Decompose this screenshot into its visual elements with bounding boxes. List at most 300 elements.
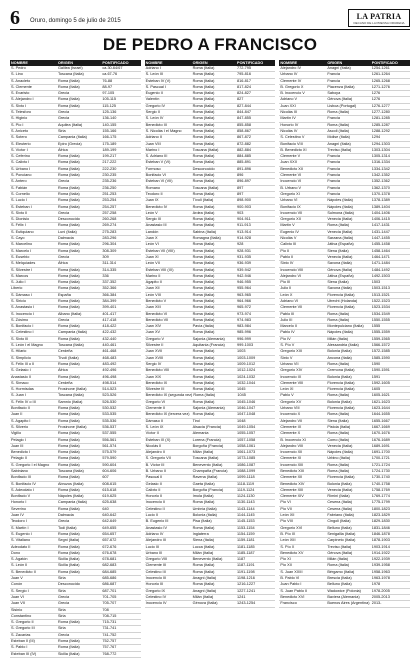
pope-origin: Roma (Italia) <box>192 78 215 83</box>
column-header: NOMBRE <box>145 61 163 65</box>
pope-name: B. Inocencio V <box>280 91 305 96</box>
pope-origin: Francia <box>327 185 340 190</box>
pope-name: S. Eleuterio <box>11 141 31 146</box>
pope-pontificate: 964-966 <box>237 298 251 303</box>
pope-pontificate: 1144-1145 <box>237 513 255 518</box>
pope-origin: Treviso (Italia) <box>327 147 352 152</box>
pope-name: Bonifacio III <box>11 475 31 480</box>
pope-name: Gregorio XIII <box>280 349 302 354</box>
pope-pontificate: 1241 <box>237 594 246 599</box>
pope-origin: Roma (Italia) <box>57 569 80 574</box>
pope-name: Celestino III <box>145 569 166 574</box>
pope-pontificate: 1271-1276 <box>371 84 390 89</box>
pope-origin: Roma (Italia) <box>57 639 80 644</box>
pope-origin: Roma (Italia) <box>57 154 80 159</box>
pope-origin: Roma (Italia) <box>192 223 215 228</box>
pope-name: Inocencio IV <box>145 601 167 606</box>
pope-name: Eugenio IV <box>280 229 299 234</box>
pope-name: S. Agapito I <box>11 418 31 423</box>
pope-name: S. Melquíades <box>11 261 36 266</box>
pope-pontificate: 253-254 <box>102 198 117 203</box>
pope-pontificate: 590-604 <box>102 462 117 467</box>
pope-origin: Játiva (España) <box>327 242 354 247</box>
pope-name: S. Anastasio I <box>11 305 35 310</box>
pope-pontificate: 432-440 <box>102 336 117 341</box>
pope-pontificate: 858-867 <box>237 128 251 133</box>
pope-pontificate: 1878-1903 <box>371 538 390 543</box>
pope-pontificate: 684-685 <box>102 569 117 574</box>
pope-origin: España <box>57 292 71 297</box>
pope-pontificate: 913-914 <box>237 229 251 234</box>
pope-origin: Milán (Italia) <box>327 557 348 562</box>
pope-pontificate: 824-827 <box>237 91 251 96</box>
pope-origin: Lucca (Italia) <box>192 544 215 549</box>
pope-name: Gregorio VIII <box>145 557 168 562</box>
pope-pontificate: 1187 <box>237 557 246 562</box>
pope-origin: África <box>57 147 68 152</box>
pope-pontificate: 1288-1292 <box>371 128 390 133</box>
pope-name: Clemente VIII <box>280 380 304 385</box>
pope-pontificate: 140-155 <box>102 122 117 127</box>
pope-origin: Anagni (Italia) <box>327 141 351 146</box>
pope-pontificate: 1045 <box>237 393 246 398</box>
pope-pontificate: 1644-1655 <box>371 412 390 417</box>
pope-name: Juan Pablo I <box>280 582 302 587</box>
pope-origin: Roma (Italia) <box>192 387 215 392</box>
pope-pontificate: 1823-1829 <box>371 513 390 518</box>
pope-name: Inocencio IX <box>280 374 302 379</box>
pope-pontificate: 607 <box>102 475 109 480</box>
pope-pontificate: 1045 <box>237 387 246 392</box>
pope-origin: Fabriano (Italia) <box>327 513 354 518</box>
pope-pontificate: 1049-1054 <box>237 424 256 429</box>
column-header: PONTIFICADO <box>237 61 264 65</box>
pope-origin: Bolonia (Italia) <box>327 349 352 354</box>
pope-pontificate: 1118-1119 <box>237 481 255 486</box>
pope-origin: Roma (Italia) <box>57 78 80 83</box>
pope-name: S. Pedro <box>11 66 26 70</box>
pope-pontificate: 257-258 <box>102 210 117 215</box>
pope-pontificate: 1447-1455 <box>371 236 390 241</box>
pope-pontificate: 155-166 <box>102 128 117 133</box>
pope-pontificate: ca.67-76 <box>102 72 118 77</box>
pope-origin: Siria <box>57 626 66 631</box>
pope-name: S. Higinio <box>11 116 28 121</box>
pope-origin: Roma (Italia) <box>192 525 215 530</box>
pope-origin: Ascoli (Italia) <box>327 128 350 133</box>
pope-origin: Roma (Italia) <box>57 103 80 108</box>
pope-origin: Roma (Italia) <box>192 267 215 272</box>
pope-origin: Roma (Italia) <box>57 185 80 190</box>
pope-pontificate: 1555 <box>371 324 381 329</box>
pope-pontificate: 1294 <box>371 135 381 140</box>
pope-name: S. Adriano III <box>145 154 168 159</box>
pope-name: Inocencio VI <box>280 179 302 184</box>
pope-pontificate: 2005-2013 <box>371 594 390 599</box>
pope-name: Eugenio II <box>145 91 163 96</box>
pope-pontificate: 1145-1153 <box>237 519 255 524</box>
pope-pontificate: 399-401 <box>102 305 117 310</box>
pope-pontificate: 1243-1254 <box>237 601 256 606</box>
pope-pontificate: 752-757 <box>102 639 117 644</box>
table-column-2 <box>145 60 276 606</box>
pope-origin: Alessandria (Italia) <box>327 343 359 348</box>
pope-pontificate: 965-972 <box>237 305 251 310</box>
pope-pontificate: 1700-1721 <box>371 456 390 461</box>
pope-name: S. Zacarías <box>11 632 31 637</box>
pope-pontificate: 230-235 <box>102 173 117 178</box>
pope-pontificate: 911-913 <box>237 223 251 228</box>
pope-origin: Roma (Italia) <box>57 173 80 178</box>
pope-origin: Roma (Italia) <box>57 412 80 417</box>
pope-origin: Utrecht (Holanda) <box>327 298 358 303</box>
pope-name: Celestino II <box>145 506 165 511</box>
pope-pontificate: 1978-2005 <box>371 588 390 593</box>
pope-origin: Montepulciano (Italia) <box>327 324 364 329</box>
pope-origin: Roma (Italia) <box>327 563 350 568</box>
pope-name: Anastasio II <box>11 374 31 379</box>
pope-name: Gregorio XI <box>280 191 300 196</box>
pope-pontificate: 898-900 <box>237 198 251 203</box>
pope-pontificate: 1667-1669 <box>371 424 390 429</box>
pope-name: Honorio I <box>11 500 27 505</box>
pope-pontificate: 115-125 <box>102 103 117 108</box>
pope-pontificate: 523-526 <box>102 393 117 398</box>
pope-name: S. Ponciano <box>11 173 32 178</box>
pope-origin: Ancona (Italia) <box>327 355 352 360</box>
pope-origin: Roma (Italia) <box>192 191 215 196</box>
pope-pontificate: 1048 <box>237 418 246 423</box>
pope-origin: Milán (Italia) <box>192 550 214 555</box>
pope-pontificate: 2013- <box>371 601 382 606</box>
table-column-1 <box>10 60 141 656</box>
pope-name: B. Pablo VI <box>280 576 300 581</box>
pope-name: B. Inocencio XI <box>280 437 306 442</box>
pope-origin: Roma (Italia) <box>192 72 215 77</box>
pope-origin: Roma (Italia) <box>57 160 80 165</box>
pope-origin: Roma (Italia) <box>57 431 80 436</box>
pope-name: Benedicto III <box>145 122 167 127</box>
pope-name: Urbano VII <box>280 361 299 366</box>
pope-pontificate: 1281-1285 <box>371 116 390 121</box>
pope-origin: Francia <box>327 116 340 121</box>
pope-origin: Roma (Italia) <box>327 361 350 366</box>
pope-origin: Roma (Italia) <box>192 368 215 373</box>
pope-name: Benedicto XII <box>280 166 303 171</box>
pope-pontificate: 936-939 <box>237 261 251 266</box>
pope-origin: Francia <box>327 173 340 178</box>
pope-origin: Roma (Italia) <box>192 380 215 385</box>
pope-name: Juan X <box>145 236 158 241</box>
pope-name: S. Zósimo <box>11 317 29 322</box>
pope-pontificate: 556-561 <box>102 437 117 442</box>
pope-name: S. Marcelo I <box>11 248 32 253</box>
pope-pontificate: 1605-1621 <box>371 393 390 398</box>
pope-name: Honorio III <box>145 582 164 587</box>
pope-origin: África <box>57 261 68 266</box>
pope-origin: Alsacia (Francia) <box>192 424 222 429</box>
pope-origin: Roma (Italia) <box>57 267 80 272</box>
pope-origin: Roma (Italia) <box>57 198 80 203</box>
pope-name: Urbano VIII <box>280 406 300 411</box>
pope-pontificate: 914-928 <box>237 236 251 241</box>
pope-name: Benedicto I <box>11 450 30 455</box>
pope-origin: Roma (Italia) <box>192 280 215 285</box>
pope-origin: Roma (Italia) <box>192 292 215 297</box>
pope-name: Anastasio III <box>145 223 167 228</box>
pope-name: Gregorio XVI <box>280 525 303 530</box>
pope-name: Pío XI <box>280 557 291 562</box>
pope-pontificate: 640-642 <box>102 513 117 518</box>
pope-name: S. Benedicto II <box>11 569 36 574</box>
column-header: NOMBRE <box>280 61 298 65</box>
pope-name: S. Urbano I <box>11 166 31 171</box>
pope-origin: Venecia (Italia) <box>327 443 353 448</box>
pope-name: Juan XXII <box>280 160 297 165</box>
pope-name: León XII <box>280 513 295 518</box>
pope-origin: Cesena (Italia) <box>327 506 353 511</box>
pope-name: Nicolás II <box>145 443 162 448</box>
pope-origin: Desconocido <box>192 166 215 171</box>
pope-pontificate: 260-268 <box>102 217 117 222</box>
pope-pontificate: 882-884 <box>237 147 251 152</box>
pope-pontificate: 896-897 <box>237 179 251 184</box>
pope-name: Honorio IV <box>280 122 299 127</box>
pope-origin: Roma (Italia) <box>57 166 80 171</box>
pope-origin: Roma (Italia) <box>327 393 350 398</box>
pope-name: Esteban II (III) <box>11 639 35 644</box>
pope-origin: Toscana (Italia) <box>192 185 219 190</box>
pope-origin: Romagna (Italia) <box>192 236 221 241</box>
pope-name: Marcelo II <box>280 324 298 329</box>
pope-origin: Cerdeña <box>57 380 73 385</box>
column-header: ORIGEN <box>327 61 343 65</box>
pope-origin: Sajonia (Alemania) <box>192 336 225 341</box>
pope-pontificate: 76-88 <box>102 78 113 83</box>
pope-name: S. Alejandro I <box>11 97 34 102</box>
pope-pontificate: 1534-1549 <box>371 311 390 316</box>
pope-name: Benedicto XV <box>280 550 304 555</box>
pope-origin: Roma (Italia) <box>57 544 80 549</box>
pope-pontificate: 946-955 <box>237 280 251 285</box>
pope-name: Teodoro II <box>145 191 163 196</box>
pope-origin: Ravena (Italia) <box>192 475 218 480</box>
pope-origin: Florencia (Italia) <box>327 292 355 297</box>
pope-origin: Borgoña (Francia) <box>192 443 224 448</box>
pope-name: Valentín <box>145 97 160 102</box>
pope-pontificate: 1829-1830 <box>371 519 390 524</box>
pope-pontificate: 1352-1362 <box>371 179 390 184</box>
pope-pontificate: 676-678 <box>102 550 117 555</box>
pope-name: S. Gregorio VII <box>145 456 171 461</box>
pope-pontificate: 1585-1590 <box>371 355 390 360</box>
pope-pontificate: ca.30-64/67 <box>102 66 123 70</box>
pope-origin: Imola (Italia) <box>192 494 214 499</box>
pope-origin: Gaeta (Italia) <box>192 481 215 486</box>
pope-origin: Bolonia (Italia) <box>327 399 352 404</box>
pope-origin: Roma (Italia) <box>57 97 80 102</box>
pope-origin: Florencia (Italia) <box>327 387 355 392</box>
pope-name: León XI <box>280 387 294 392</box>
pope-pontificate: 1143-1144 <box>237 506 255 511</box>
pope-pontificate: 461-468 <box>102 349 117 354</box>
pope-name: S. Símaco <box>11 380 29 385</box>
pope-name: Alejandro VII <box>280 418 303 423</box>
pope-origin: Roma (Italia) <box>192 286 215 291</box>
pope-pontificate: 795-816 <box>237 72 251 77</box>
pope-name: S. Pascual I <box>145 84 166 89</box>
pope-name: Inocencio III <box>145 576 167 581</box>
pope-pontificate: 654-657 <box>102 531 117 536</box>
pope-name: S. Pío I <box>11 122 24 127</box>
pope-name: Bonifacio VI <box>145 173 166 178</box>
pope-pontificate: 985-996 <box>237 330 251 335</box>
pope-origin: Molise (Italia) <box>327 135 350 140</box>
pope-pontificate: 535-536 <box>102 418 117 423</box>
pope-origin: Roma (Italia) <box>57 361 80 366</box>
pope-origin: Grecia <box>57 519 70 524</box>
pope-name: B. Gregorio X <box>280 84 304 89</box>
pope-name: Clemente XIV <box>280 494 304 499</box>
pope-pontificate: 983-984 <box>237 324 251 329</box>
pope-origin: Roma (Italia) <box>57 443 80 448</box>
pope-name: B. Urbano II <box>145 469 166 473</box>
pope-name: Juan II <box>11 412 23 417</box>
pope-pontificate: 1523-1534 <box>371 305 390 310</box>
pope-pontificate: 1605 <box>371 387 381 392</box>
pope-name: Julio III <box>280 317 293 322</box>
pope-pontificate: 526-530 <box>102 399 117 404</box>
pope-origin: Piacenza (Italia) <box>327 84 355 89</box>
pope-name: Romano <box>145 185 161 190</box>
pope-origin: Roma (Italia) <box>192 97 215 102</box>
pope-pontificate: 1730-1740 <box>371 475 390 480</box>
pope-origin: África <box>57 368 68 373</box>
pope-name: Constantino <box>11 613 32 618</box>
pope-name: S. Lucio I <box>11 198 27 203</box>
pope-origin: Roma (Italia) <box>192 122 215 127</box>
pope-name: Pío II <box>280 248 290 253</box>
pope-pontificate: 1903-1914 <box>371 544 390 549</box>
pope-origin: Roma (Italia) <box>57 487 80 492</box>
pope-name: León XIII <box>280 538 296 543</box>
pope-name: S. León III <box>145 72 163 77</box>
pope-origin: Como (Italia) <box>327 437 350 442</box>
pope-pontificate: 1227-1241 <box>237 588 256 593</box>
pope-origin: Roma (Italia) <box>192 563 215 568</box>
pope-origin: Roma (Italia) <box>57 645 80 650</box>
pope-pontificate: 1181-1185 <box>237 544 255 549</box>
pope-name: B. Urbano V <box>280 185 302 190</box>
pope-origin: Roma (Italia) <box>192 128 215 133</box>
pope-name: Inocencio XII <box>280 450 303 455</box>
pope-pontificate: 1458-1464 <box>371 248 390 253</box>
pope-origin: Grecia <box>57 317 70 322</box>
pope-name: Clemente XII <box>280 475 303 480</box>
pope-origin: Tívoli (Italia) <box>57 355 79 360</box>
pope-pontificate: 682-683 <box>102 563 117 568</box>
pope-origin: Abruzos (Italia) <box>57 481 84 486</box>
pope-origin: Roma (Italia) <box>192 173 215 178</box>
pope-name: Benedicto VIII <box>145 368 170 373</box>
pope-origin: Sicilia (Italia) <box>57 557 80 562</box>
pope-name: Vigilio <box>11 431 22 436</box>
pope-name: Benedicto IX (segunda vez) <box>145 393 193 398</box>
pope-pontificate: 1088-1099 <box>237 469 256 473</box>
pope-name: Esteban IV (V) <box>145 78 171 83</box>
pope-origin: Sulmona (Italia) <box>327 210 354 215</box>
pope-pontificate: 1191-1198 <box>237 569 255 574</box>
pope-name: Adriano I <box>145 66 161 70</box>
pope-pontificate: 672-676 <box>102 544 117 549</box>
pope-name: S. Eutiquiano <box>11 229 34 234</box>
pope-origin: Roma (Italia) <box>57 191 80 196</box>
pope-pontificate: 1086-1087 <box>237 462 256 467</box>
pope-origin: Milán (Italia) <box>327 336 348 341</box>
pope-pontificate: 619-625 <box>102 494 117 499</box>
pope-origin: Belluno (Italia) <box>327 582 352 587</box>
pope-origin: Bolonia (Italia) <box>327 374 352 379</box>
pope-pontificate: 1800-1823 <box>371 506 390 511</box>
pope-pontificate: 701-705 <box>102 594 117 599</box>
pope-origin: Nápoles (Italia) <box>57 494 84 499</box>
pope-name: Juan IV <box>11 513 24 518</box>
pope-origin: Benevento (Italia) <box>192 557 223 562</box>
pope-origin: Baviera (Alemania) <box>327 594 360 599</box>
pope-pontificate: 867-872 <box>237 135 251 140</box>
pope-pontificate: 1691-1700 <box>371 450 390 455</box>
pope-pontificate: 1198-1216 <box>237 576 255 581</box>
page-number: 6 <box>10 7 20 29</box>
pope-name: S. Cornelio <box>11 191 30 196</box>
pope-origin: Roma (Italia) <box>193 393 216 398</box>
pope-origin: Roma (Italia) <box>57 273 80 278</box>
pope-name: León VII <box>145 261 160 266</box>
pope-origin: Florencia (Italia) <box>327 406 355 411</box>
pope-origin: Lisboa (Portugal) <box>327 103 357 108</box>
pope-name: Gregorio XII <box>280 217 301 222</box>
pope-pontificate: 963-965 <box>237 292 251 297</box>
pope-pontificate: 337-352 <box>102 280 117 285</box>
pope-pontificate: 1099-1118 <box>237 475 255 480</box>
pope-origin: Roma (Italia) <box>57 204 80 209</box>
pope-name: Clemente IX <box>280 424 302 429</box>
pope-name: Adriano II <box>145 135 162 140</box>
pope-name: S. Martín I <box>11 525 29 530</box>
pope-pontificate: 1261-1264 <box>371 72 390 77</box>
pope-origin: Francia <box>327 78 340 83</box>
pope-origin: Venecia (Italia) <box>327 229 353 234</box>
pope-name: S. Silvestre I <box>11 267 33 272</box>
pope-pontificate: 884-885 <box>237 154 251 159</box>
pope-origin: Venecia (Italia) <box>327 487 353 492</box>
pope-name: Alejandro II <box>145 450 165 455</box>
pope-pontificate: 251-253 <box>102 191 117 196</box>
pope-pontificate: 928 <box>237 242 244 247</box>
pope-pontificate: 166-175 <box>102 135 117 140</box>
pope-origin: Sarzana (Italia) <box>327 236 354 241</box>
pope-pontificate: 1370-1378 <box>371 191 390 196</box>
pope-name: S. Marcelino <box>11 242 33 247</box>
pope-pontificate: 1061-1073 <box>237 450 256 455</box>
pope-pontificate: 199-217 <box>102 154 117 159</box>
pope-name: Gregorio IV <box>145 103 166 108</box>
pope-origin: Tirol <box>192 418 200 423</box>
pope-pontificate: 418-422 <box>102 324 117 329</box>
pope-pontificate: 530-532 <box>102 406 117 411</box>
pope-name: S. Sotero <box>11 135 27 140</box>
pope-origin: Cesena (Italia) <box>327 500 353 505</box>
